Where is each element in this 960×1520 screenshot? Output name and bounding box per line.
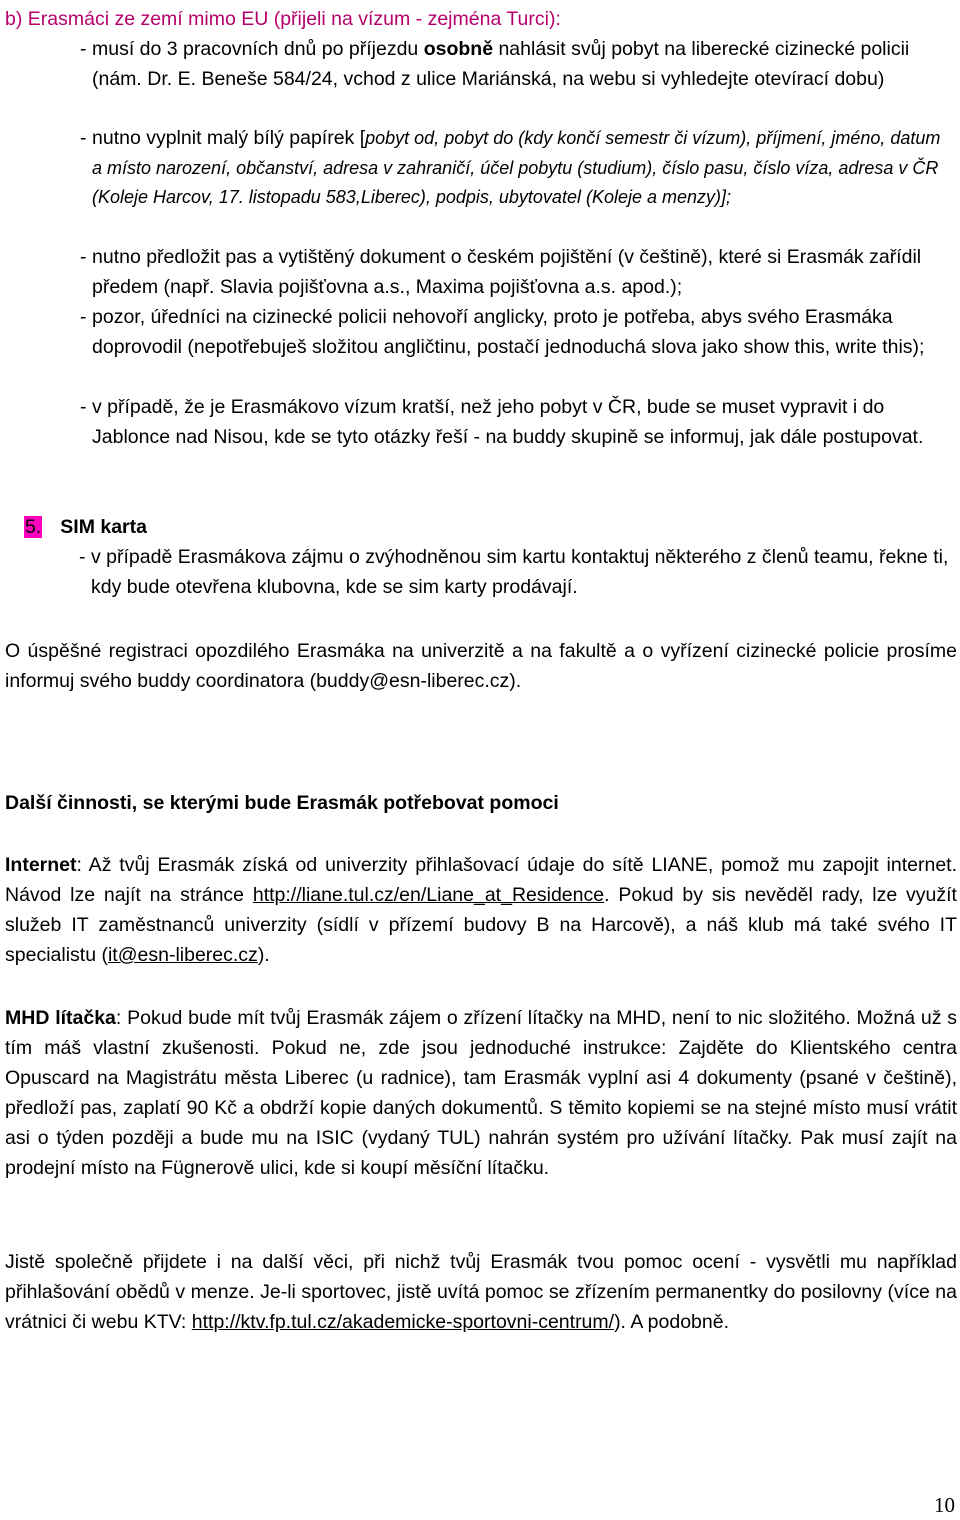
section-b-heading: b) Erasmáci ze zemí mimo EU (přijeli na vízum - zejména Turci): (5, 8, 561, 30)
list-item: - v případě Erasmákova zájmu o zvýhodněnou sim kartu kontaktuj některého z členů teamu, řekne ti, kdy bude otevřena klubovna, kde se sim karty prodávají. (79, 546, 949, 598)
section-b-list (80, 34, 955, 452)
list-item: - nutno vyplnit malý bílý papírek [pobyt od, pobyt do (kdy končí semestr či vízum), příjmení, jméno, datum a místo narození, občanství, adresa v zahraničí, účel pobytu (studium), číslo pasu, číslo víza, adresa v ČR (Koleje Harcov, 17. listopadu 583,Liberec), podpis, ubytovatel (Koleje a menzy)]; (80, 127, 941, 207)
ktv-link[interactable]: http://ktv.fp.tul.cz/akademicke-sportovni-centrum/ (191, 1311, 615, 1333)
list-item: - musí do 3 pracovních dnů po příjezdu osobně nahlásit svůj pobyt na liberecké cizinecké policii (nám. Dr. E. Beneše 584/24, vchod z ulice Mariánská, na webu si vyhledejte otevírací dobu) (80, 38, 910, 90)
it-email-link[interactable]: it@esn-liberec.cz (107, 944, 258, 966)
liane-link[interactable]: http://liane.tul.cz/en/Liane_at_Residence (252, 884, 605, 906)
emphasis: osobně (423, 38, 494, 60)
mhd-label: MHD lítačka (5, 1007, 116, 1029)
mhd-paragraph: MHD lítačka: Pokud bude mít tvůj Erasmák zájem o zřízení lítačky na MHD, není to nic složitého. Možná už s tím máš vlastní zkušenosti. Pokud ne, zde jsou jednoduché instrukce: Zajděte do Klientského centra Opuscard na Magistrátu města Liberec (u radnice), tam Erasmák vyplní asi 4 dokumenty (psané v češtině), předloží pas, zaplatí 90 Kč a obdrží kopie daných dokumentů. S těmito kopiemi se na stejné místo musí vrátit asi o týden později a bude mu na ISIC (vydaný TUL) nahrán systém pro užívání lítačky. Pak musí zajít na prodejní místo na Fügnerově ulici, kde si koupí měsíční lítačku. (5, 1007, 957, 1179)
list-item: - nutno předložit pas a vytištěný dokument o českém pojištění (v češtině), které si Erasmák zařídil předem (např. Slavia pojišťovna a.s., Maxima pojišťovna a.s. apod.); (80, 246, 922, 298)
list-item: - v případě, že je Erasmákovo vízum kratší, než jeho pobyt v ČR, bude se muset vypravit i do Jablonce nad Nisou, kde se tyto otázky řeší - na buddy skupině se informuj, jak dále postupovat. (80, 396, 924, 448)
registration-paragraph: O úspěšné registraci opozdilého Erasmáka na univerzitě a na fakultě a o vyřízení cizinecké policie prosíme informuj svého buddy coordinatora (buddy@esn-liberec.cz). (5, 640, 957, 692)
final-paragraph: Jistě společně přijdete i na další věci, při nichž tvůj Erasmák tvou pomoc ocení - vysvětli mu například přihlašování obědů v menze. Je-li sportovec, jistě uvítá pomoc se zřízením permanentky do posilovny (více na vrátnici či webu KTV: http://ktv.fp.tul.cz/akademicke-sportovni-centrum/). A podobně. (5, 1251, 957, 1333)
section-title: SIM karta (60, 516, 147, 538)
section-5 (24, 512, 954, 602)
page-number: 10 (934, 1493, 955, 1517)
internet-label: Internet (5, 854, 77, 876)
internet-paragraph: Internet: Až tvůj Erasmák získá od univerzity přihlašovací údaje do sítě LIANE, pomož mu zapojit internet. Návod lze najít na stránce http://liane.tul.cz/en/Liane_at_Residence. Pokud by sis nevěděl rady, lze využít služeb IT zaměstnanců univerzity (sídlí v přízemí budovy B na Harcově), a náš klub má také svého IT specialistu (it@esn-liberec.cz). (5, 854, 957, 966)
list-item: - pozor, úředníci na cizinecké policii nehovoří anglicky, proto je potřeba, abys svého Erasmáka doprovodil (nepotřebuješ složitou angličtinu, postačí jednoduchá slova jako show this, write this); (80, 306, 925, 358)
section-number: 5. (25, 516, 42, 538)
other-activities-heading: Další činnosti, se kterými bude Erasmák potřebovat pomoci (5, 792, 559, 814)
